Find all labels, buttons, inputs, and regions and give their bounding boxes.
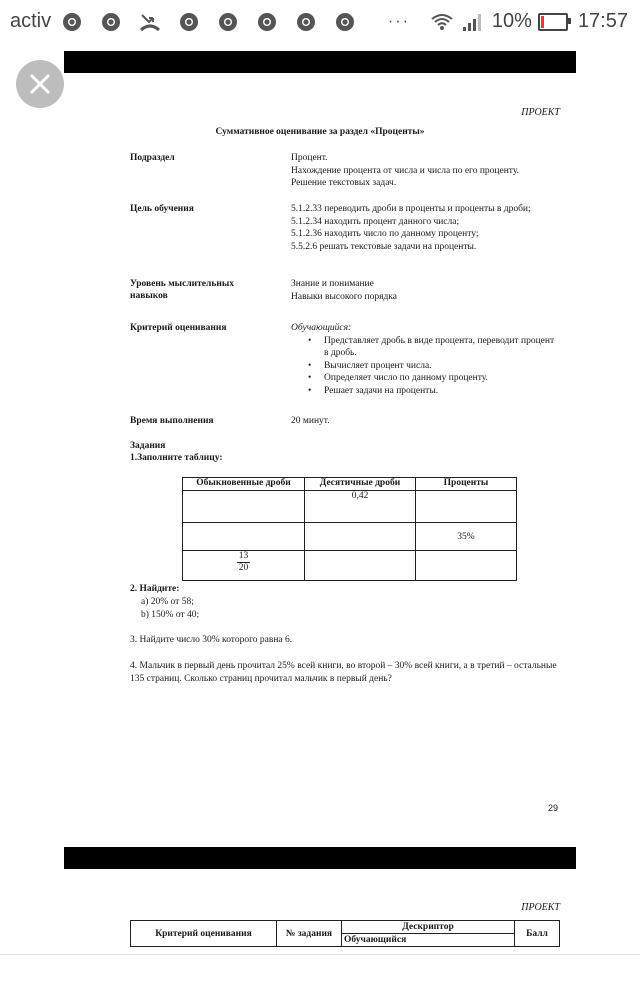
chrome-icon xyxy=(217,11,239,33)
missed-call-icon xyxy=(139,11,161,33)
column-header: № задания xyxy=(277,921,342,947)
column-header: Обыкновенные дроби xyxy=(183,478,305,491)
thinking-skills-value xyxy=(291,278,561,303)
status-bar xyxy=(0,0,640,44)
fraction-denominator: 20 xyxy=(238,563,249,573)
task-2-b: b) 150% от 40; xyxy=(141,610,200,620)
close-icon xyxy=(28,72,52,96)
table-cell xyxy=(416,491,517,523)
page-title: Суммативное оценивание за раздел «Проценты» xyxy=(215,127,425,137)
task-2 xyxy=(130,583,199,622)
table-cell xyxy=(416,551,517,581)
goal-line: 5.1.2.33 переводить дроби в проценты и проценты в дроби; xyxy=(291,204,531,214)
subsection-label: Подраздел xyxy=(130,153,175,163)
task-4: 4. Мальчик в первый день прочитал 25% всей книги, во второй – 30% всей книги, а в третий – остальные 135 страниц. Сколько страниц прочитал мальчик в первый день? xyxy=(130,661,557,684)
fraction-numerator: 13 xyxy=(238,551,249,561)
table-row xyxy=(183,523,517,551)
task-1-label: 1.Заполните таблицу: xyxy=(130,453,223,463)
table-cell: 0,42 xyxy=(305,491,416,523)
chrome-icon xyxy=(295,11,317,33)
table-cell xyxy=(183,551,305,581)
page-separator-bar xyxy=(64,51,576,73)
goal-label: Цель обучения xyxy=(130,204,194,214)
chrome-icon xyxy=(178,11,200,33)
table-header-row xyxy=(183,478,517,491)
rubric-table xyxy=(130,920,560,947)
thinking-skills-label: Уровень мыслительных навыков xyxy=(130,279,234,301)
column-header: Проценты xyxy=(416,478,517,491)
table-cell xyxy=(183,491,305,523)
subsection-value xyxy=(291,152,561,190)
battery-percent: 10% xyxy=(491,10,532,32)
time-value: 20 минут. xyxy=(291,416,330,426)
column-header: Критерий оценивания xyxy=(131,921,277,947)
descriptor-subheader: Обучающийся xyxy=(342,934,515,947)
chrome-icon xyxy=(256,11,278,33)
project-label: ПРОЕКТ xyxy=(521,107,560,118)
table-cell xyxy=(183,523,305,551)
wifi-icon xyxy=(430,13,454,31)
status-bar-right xyxy=(388,10,628,33)
column-header: Десятичные дроби xyxy=(305,478,416,491)
column-header: Дескриптор xyxy=(342,921,515,934)
criteria-item: • Представляет дробь в виде процента, переводит процент в дробь. xyxy=(291,335,556,360)
table-cell xyxy=(305,523,416,551)
fill-table xyxy=(182,477,517,581)
table-row xyxy=(183,551,517,581)
table-row xyxy=(183,491,517,523)
status-bar-left xyxy=(10,10,373,33)
column-header: Балл xyxy=(515,921,560,947)
subsection-line: Процент. xyxy=(291,153,328,163)
criteria-label: Критерий оценивания xyxy=(130,323,227,333)
document-page-1 xyxy=(64,73,576,847)
more-notifications-icon: ··· xyxy=(387,12,410,30)
project-label: ПРОЕКТ xyxy=(521,902,560,913)
goal-value xyxy=(291,203,546,253)
subsection-line: Решение текстовых задач. xyxy=(291,178,397,188)
criteria-intro: Обучающийся: xyxy=(291,323,352,333)
signal-icon xyxy=(462,13,484,31)
page-separator-bar xyxy=(64,847,576,869)
chrome-icon xyxy=(334,11,356,33)
task-3: 3. Найдите число 30% которого равна 6. xyxy=(130,635,293,645)
bottom-divider xyxy=(0,954,640,955)
task-2-title: 2. Найдите: xyxy=(130,584,180,594)
page-number: 29 xyxy=(548,803,559,813)
thinking-line: Знание и понимание xyxy=(291,279,374,289)
table-cell xyxy=(305,551,416,581)
table-cell: 35% xyxy=(416,523,517,551)
table-header-row xyxy=(131,921,560,934)
close-button[interactable] xyxy=(16,60,64,108)
thinking-line: Навыки высокого порядка xyxy=(291,291,397,302)
goal-line: 5.5.2.6 решать текстовые задачи на проценты. xyxy=(291,241,477,252)
app-label: activ xyxy=(10,10,52,32)
time-label: Время выполнения xyxy=(130,416,214,426)
criteria-item: • Решает задачи на проценты. xyxy=(291,385,556,398)
clock: 17:57 xyxy=(577,10,628,32)
chrome-icon xyxy=(100,11,122,33)
subsection-line: Нахождение процента от числа и числа по его проценту. xyxy=(291,165,519,176)
document-page-2 xyxy=(64,869,576,985)
criteria-value xyxy=(291,322,556,397)
task-2-a: a) 20% от 58; xyxy=(141,597,194,607)
fraction xyxy=(237,551,251,574)
criteria-list xyxy=(291,335,556,398)
criteria-item: • Определяет число по данному проценту. xyxy=(291,372,556,385)
criteria-item: • Вычисляет процент числа. xyxy=(291,360,556,373)
goal-line: 5.1.2.36 находить число по данному проценту; xyxy=(291,229,479,239)
battery-icon xyxy=(538,13,568,31)
tasks-heading: Задания xyxy=(130,441,166,451)
chrome-icon xyxy=(61,11,83,33)
goal-line: 5.1.2.34 находить процент данного числа; xyxy=(291,216,460,227)
task-1-text xyxy=(130,452,223,465)
